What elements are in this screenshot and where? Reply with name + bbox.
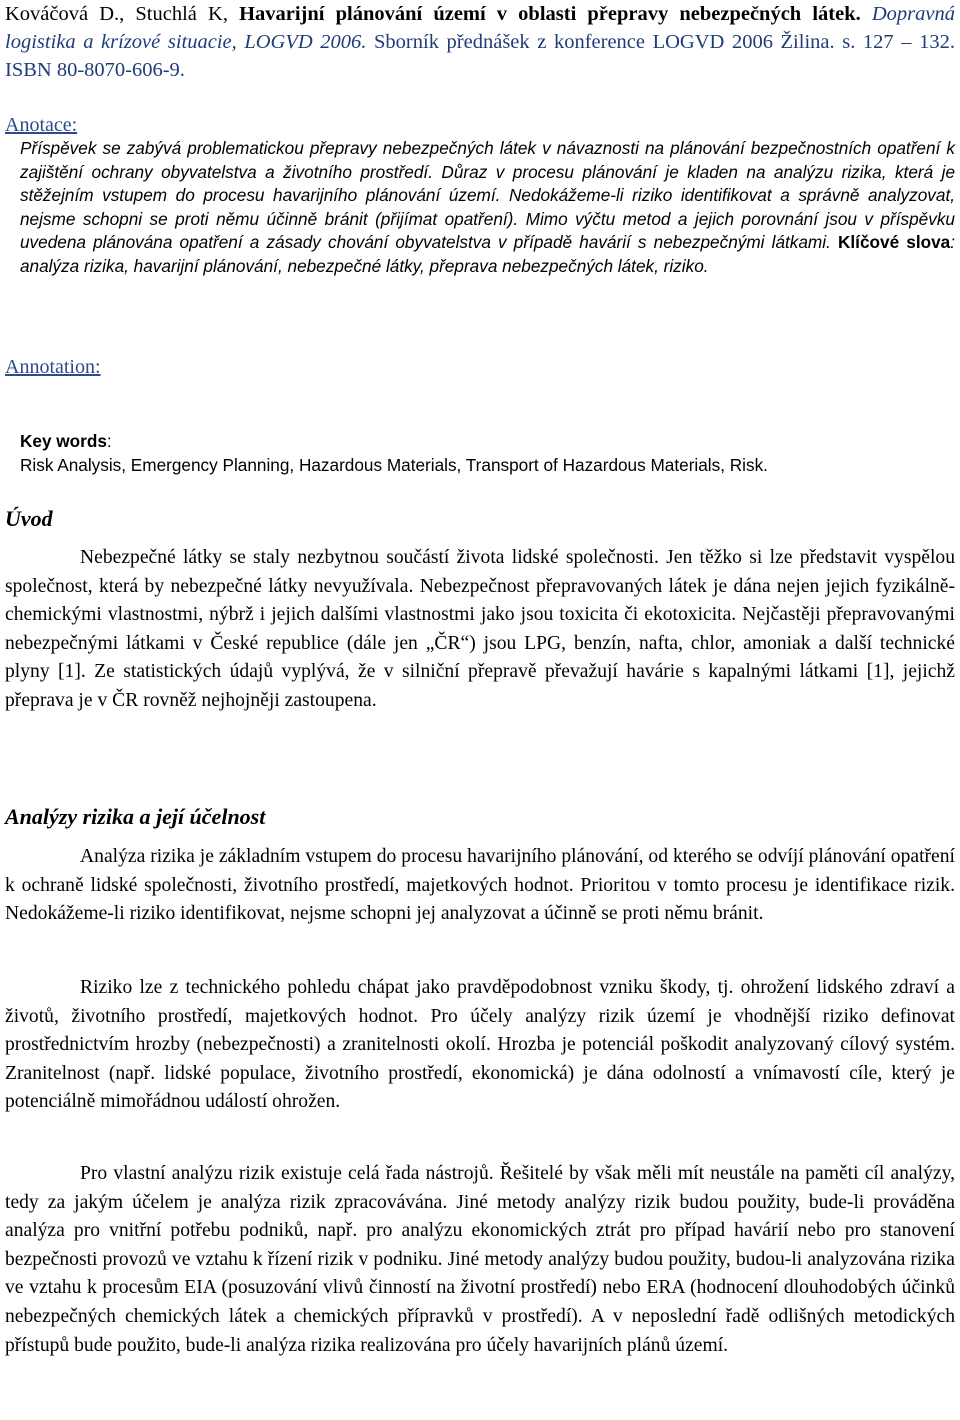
uvod-paragraph: Nebezpečné látky se staly nezbytnou součástí života lidské společnosti. Jen těžko si lze představit vyspělou společnost, která by nebezpečné látky nevyužívala. Nebezpečnost přepravovaných látek je dána nejen jejich fyzikálně-chemickými vlastnostmi, nýbrž i jejich dalšími vlastnostmi jako jsou toxicita či ekotoxicita. Nejčastěji přepravovanými nebezpečnými látkami v České republice (dále jen „ČR“) jsou LPG, benzín, nafta, chlor, amoniak a další technické plyny [1]. Ze statistických údajů vyplývá, že v silniční přepravě převažují havárie s kapalnými látkami [1], jejichž přeprava je v ČR rovněž nejhojněji zastoupena. — [5, 547, 955, 711]
citation-proceedings: Sborník přednášek z konference LOGVD 2006 Žilina. s. 127 – 132. ISBN 80-8070-606-9. — [5, 31, 956, 81]
citation — [5, 0, 955, 84]
keywords-label-en: Key words — [20, 431, 107, 451]
analyzy-paragraph-1: Analýza rizika je základním vstupem do procesu havarijního plánování, od kterého se odvíjí plánování opatření k ochraně lidské společnosti, životního prostředí, majetkových hodnot. Prioritou v tomto procesu je identifikace rizik. Nedokážeme-li riziko identifikovat, nejsme schopni jej analyzovat a účinně se proti němu bránit. — [5, 846, 955, 925]
citation-authors: Kováčová D., Stuchlá K, — [5, 3, 240, 25]
anotace-label: Anotace: — [5, 114, 78, 136]
keywords-label-colon: : — [106, 431, 112, 451]
keywords-cz: : analýza rizika, havarijní plánování, nebezpečné látky, přeprava nebezpečných látek, riziko. — [20, 232, 955, 276]
section-heading-uvod: Úvod — [5, 506, 53, 531]
section-heading-analyzy: Analýzy rizika a její účelnost — [5, 804, 266, 829]
keywords-en-block — [20, 430, 955, 477]
annotation-label: Annotation: — [5, 356, 101, 378]
citation-source: Dopravná logistika a krízové situacie, LOGVD 2006. — [5, 3, 955, 53]
keywords-en: Risk Analysis, Emergency Planning, Hazardous Materials, Transport of Hazardous Materials, Risk. — [20, 454, 768, 475]
anotace-abstract — [20, 137, 955, 278]
analyzy-paragraph-2: Riziko lze z technického pohledu chápat jako pravděpodobnost vzniku škody, tj. ohrožení lidského zdraví a životů, životního prostředí, majetkových hodnot. Pro účely analýzy rizik území je vhodnější riziko definovat prostřednictvím hrozby (nebezpečnosti) a zranitelnosti okolí. Hrozba je potenciál poškodit analyzovaný cílový systém. Zranitelnost (např. lidské populace, životního prostředí, ekonomická) je dána odolností a vnímavostí cíle, který je potenciálně mimořádnou událostí ohrožen. — [5, 977, 955, 1113]
anotace-text: Příspěvek se zabývá problematickou přepravy nebezpečných látek v návaznosti na plánování bezpečnostních opatření k zajištění ochrany obyvatelstva a životního prostředí. Důraz v procesu plánování je kladen na analýzu rizika, která je stěžejním vstupem do procesu havarijního plánování území. Nedokážeme-li riziko identifikovat a správně analyzovat, nejsme schopni se proti němu účinně bránit (přijímat opatření). Mimo výčtu metod a jejich porovnání jsou v příspěvku uvedena plánována opatření a zásady chování obyvatelstva v případě havárií s nebezpečnými látkami. — [20, 138, 955, 252]
keywords-label-cz: Klíčové slova — [837, 232, 951, 252]
analyzy-paragraph-3: Pro vlastní analýzu rizik existuje celá řada nástrojů. Řešitelé by však měli mít neustále na paměti cíl analýzy, tedy za jakým účelem je analýza rizik zpracovávána. Jiné metody analýzy rizik budou použity, bude-li prováděna analýza pro vnitřní potřebu podniků, např. pro analýzu ekonomických ztrát pro případ havárií nebo pro stanovení bezpečnosti provozů ve vztahu k řízení rizik v podniku. Jiné metody analýzy budou použity, budou-li analyzována rizika ve vztahu k procesům EIA (posuzování vlivů činností na životní prostředí) nebo ERA (hodnocení dlouhodobých účinků nebezpečných chemických látek a chemických přípravků v prostředí). A v neposlední řadě odlišných metodických přístupů bude použito, bude-li analýza rizika realizována pro účely havarijních plánů území. — [5, 1163, 955, 1356]
citation-title: Havarijní plánování území v oblasti přepravy nebezpečných látek. — [239, 3, 861, 25]
